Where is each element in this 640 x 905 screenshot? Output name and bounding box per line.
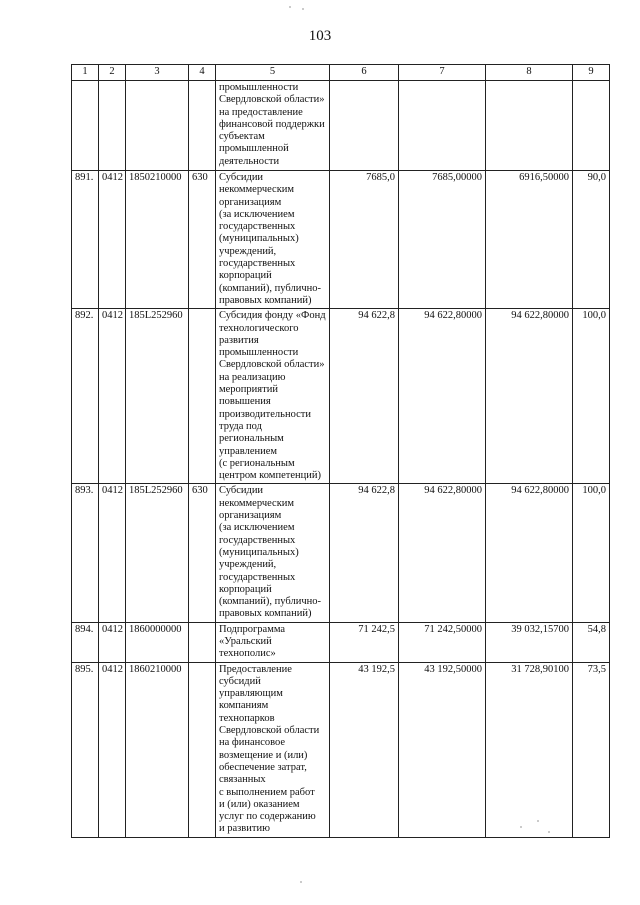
header-row <box>72 65 610 81</box>
budget-table <box>71 64 610 838</box>
item-name-line: мероприятий <box>219 384 278 396</box>
expense-type-cell: 630 <box>189 484 216 622</box>
value-col7-cell: 43 192,50000 <box>399 662 486 837</box>
item-name-line: Субсидии <box>219 485 264 497</box>
column-header: 4 <box>189 65 216 81</box>
item-name-line: возмещение и (или) <box>219 749 308 761</box>
item-name-cell <box>216 622 330 662</box>
item-name-line: промышленной <box>219 143 289 155</box>
target-code-cell: 185L252960 <box>126 484 189 622</box>
item-name-line: технополис» <box>219 648 276 660</box>
item-name-line: труда под <box>219 420 262 432</box>
target-code-cell <box>126 81 189 171</box>
item-name-line: государственных <box>219 258 296 270</box>
item-name-line: (компаний), публично- <box>219 282 321 294</box>
item-name-line: организациям <box>219 510 282 522</box>
row-number-cell: 892. <box>72 309 99 484</box>
value-col8-cell: 6916,50000 <box>486 171 573 309</box>
item-name-cell <box>216 81 330 171</box>
row-number-cell: 895. <box>72 662 99 837</box>
expense-type-cell <box>189 662 216 837</box>
item-name-line: учреждений, <box>219 559 277 571</box>
item-name-line: (муниципальных) <box>219 546 299 558</box>
value-col7-cell: 94 622,80000 <box>399 484 486 622</box>
target-code-cell: 1860000000 <box>126 622 189 662</box>
item-name-line: (компаний), публично- <box>219 596 321 608</box>
item-name-line: финансовой поддержки <box>219 118 325 130</box>
column-header: 9 <box>573 65 610 81</box>
percent-cell: 73,5 <box>573 662 610 837</box>
item-name-line: (с региональным <box>219 457 295 469</box>
row-number-cell: 893. <box>72 484 99 622</box>
percent-cell: 54,8 <box>573 622 610 662</box>
expense-type-cell <box>189 81 216 171</box>
scan-speck <box>302 8 304 10</box>
value-col6-cell <box>330 81 399 171</box>
value-col6-cell: 94 622,8 <box>330 484 399 622</box>
column-header: 8 <box>486 65 573 81</box>
page-number: 103 <box>308 28 332 44</box>
item-name-cell <box>216 309 330 484</box>
item-name-line: региональным <box>219 433 284 445</box>
percent-cell: 100,0 <box>573 309 610 484</box>
value-col8-cell: 94 622,80000 <box>486 484 573 622</box>
table-row <box>72 662 610 837</box>
value-col7-cell <box>399 81 486 171</box>
item-name-line: деятельности <box>219 155 280 167</box>
item-name-line: с выполнением работ <box>219 786 315 798</box>
scan-speck <box>537 820 539 822</box>
item-name-line: некоммерческим <box>219 184 295 196</box>
item-name-line: субъектам <box>219 131 265 143</box>
row-number-cell: 894. <box>72 622 99 662</box>
value-col8-cell: 94 622,80000 <box>486 309 573 484</box>
section-code-cell: 0412 <box>99 484 126 622</box>
item-name-line: и развитию <box>219 823 270 835</box>
section-code-cell: 0412 <box>99 662 126 837</box>
item-name-line: управляющим <box>219 688 283 700</box>
item-name-cell <box>216 171 330 309</box>
item-name-line: (за исключением <box>219 208 295 220</box>
item-name-line: «Уральский <box>219 635 272 647</box>
item-name-line: корпораций <box>219 270 272 282</box>
item-name-line: Субсидия фонду «Фонд <box>219 310 326 322</box>
row-number-cell <box>72 81 99 171</box>
item-name-line: на предоставление <box>219 106 303 118</box>
value-col6-cell: 43 192,5 <box>330 662 399 837</box>
percent-cell <box>573 81 610 171</box>
item-name-line: Свердловской области <box>219 725 320 737</box>
column-header: 6 <box>330 65 399 81</box>
item-name-line: повышения <box>219 396 271 408</box>
item-name-line: организациям <box>219 196 282 208</box>
value-col7-cell: 71 242,50000 <box>399 622 486 662</box>
item-name-line: Субсидии <box>219 172 264 183</box>
item-name-line: и (или) оказанием <box>219 798 300 810</box>
item-name-line: промышленности <box>219 82 299 93</box>
expense-type-cell: 630 <box>189 171 216 309</box>
item-name-line: компаниям <box>219 700 269 712</box>
table-row <box>72 622 610 662</box>
section-code-cell: 0412 <box>99 622 126 662</box>
value-col7-cell: 7685,00000 <box>399 171 486 309</box>
item-name-line: на финансовое <box>219 737 286 749</box>
table-row <box>72 81 610 171</box>
item-name-line: некоммерческим <box>219 497 295 509</box>
value-col8-cell: 31 728,90100 <box>486 662 573 837</box>
item-name-line: правовых компаний) <box>219 608 312 620</box>
item-name-line: учреждений, <box>219 245 277 257</box>
section-code-cell: 0412 <box>99 309 126 484</box>
item-name-line: (за исключением <box>219 522 295 534</box>
section-code-cell <box>99 81 126 171</box>
percent-cell: 100,0 <box>573 484 610 622</box>
item-name-line: Свердловской области» <box>219 94 325 106</box>
row-number-cell: 891. <box>72 171 99 309</box>
item-name-line: промышленности <box>219 347 299 359</box>
value-col6-cell: 94 622,8 <box>330 309 399 484</box>
item-name-line: обеспечение затрат, <box>219 761 307 773</box>
column-header: 7 <box>399 65 486 81</box>
item-name-line: субсидий <box>219 675 261 687</box>
item-name-line: производительности <box>219 408 311 420</box>
item-name-line: центром компетенций) <box>219 470 321 482</box>
expense-type-cell <box>189 309 216 484</box>
item-name-line: технологического <box>219 322 299 334</box>
item-name-line: связанных <box>219 774 266 786</box>
item-name-line: корпораций <box>219 583 272 595</box>
item-name-line: управлением <box>219 445 278 457</box>
section-code-cell: 0412 <box>99 171 126 309</box>
target-code-cell: 1860210000 <box>126 662 189 837</box>
item-name-cell <box>216 662 330 837</box>
item-name-line: на реализацию <box>219 371 286 383</box>
item-name-line: государственных <box>219 221 296 233</box>
table-row <box>72 484 610 622</box>
item-name-cell <box>216 484 330 622</box>
value-col7-cell: 94 622,80000 <box>399 309 486 484</box>
item-name-line: технопарков <box>219 712 275 724</box>
item-name-line: Подпрограмма <box>219 623 286 635</box>
column-header: 3 <box>126 65 189 81</box>
item-name-line: развития <box>219 334 259 346</box>
scan-speck <box>520 826 522 828</box>
column-header: 5 <box>216 65 330 81</box>
item-name-line: (муниципальных) <box>219 233 299 245</box>
value-col8-cell <box>486 81 573 171</box>
table-row <box>72 171 610 309</box>
column-header: 1 <box>72 65 99 81</box>
table-row <box>72 309 610 484</box>
value-col8-cell: 39 032,15700 <box>486 622 573 662</box>
percent-cell: 90,0 <box>573 171 610 309</box>
item-name-line: государственных <box>219 534 296 546</box>
item-name-line: Предоставление <box>219 663 292 675</box>
expense-type-cell <box>189 622 216 662</box>
target-code-cell: 185L252960 <box>126 309 189 484</box>
item-name-line: государственных <box>219 571 296 583</box>
scan-speck <box>289 6 291 8</box>
target-code-cell: 1850210000 <box>126 171 189 309</box>
column-header: 2 <box>99 65 126 81</box>
scan-speck <box>548 831 550 833</box>
item-name-line: услуг по содержанию <box>219 811 316 823</box>
item-name-line: Свердловской области» <box>219 359 325 371</box>
value-col6-cell: 71 242,5 <box>330 622 399 662</box>
scan-speck <box>300 881 302 883</box>
value-col6-cell: 7685,0 <box>330 171 399 309</box>
item-name-line: правовых компаний) <box>219 294 312 306</box>
